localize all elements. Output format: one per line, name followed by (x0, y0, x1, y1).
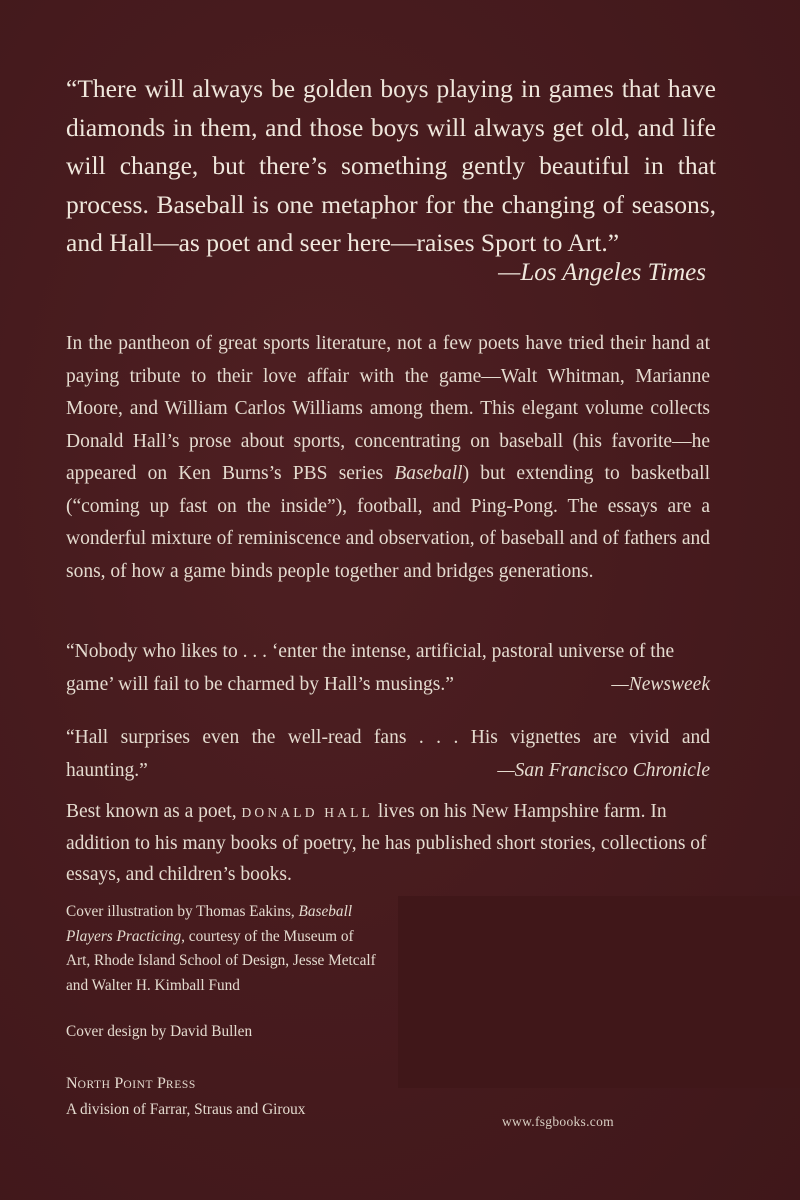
main-quote-attribution: —Los Angeles Times (498, 259, 706, 286)
publisher-initial: N (66, 1075, 78, 1092)
publisher-word: OINT (123, 1079, 154, 1091)
chronicle-quote-line1: “Hall surprises even the well-read fans . . . His vignettes are vivid and (66, 727, 710, 748)
chronicle-attribution: —San Francisco Chronicle (497, 759, 710, 781)
publisher-word: RESS (165, 1079, 196, 1091)
main-quote-text: “There will always be golden boys playing in games that have diamonds in them, and those boys will always get old, and life will change, but there’s something gently beautiful in that process. Baseball is one metaphor for the changing of seasons, and Hall—as poet and seer here—raises Sport to Art.” (66, 74, 716, 257)
main-review-quote (66, 70, 716, 263)
publisher-initial: P (114, 1075, 124, 1092)
author-bio (66, 796, 710, 890)
credit-text-rest: , courtesy of the Museum of Art, Rhode Island School of Design, Jesse Metcalf and Walter H. Kimball Fund (66, 927, 376, 994)
publisher-word: ORTH (77, 1079, 111, 1091)
newsweek-attribution: —Newsweek (611, 673, 710, 695)
book-description (66, 328, 710, 588)
credit-artwork-title: Baseball Players Practicing (66, 903, 353, 945)
publisher-name (66, 1072, 305, 1098)
publisher-initial: P (157, 1075, 166, 1092)
author-name: DONALD HALL (241, 805, 374, 820)
publisher-imprint (66, 1072, 305, 1122)
newsweek-quote-text: “Nobody who likes to . . . ‘enter the intense, artificial, pastoral universe of the game’ will fail to be charmed by Hall’s musings.” (66, 641, 675, 695)
description-italic-title: Baseball (394, 463, 463, 484)
cover-design-credit: Cover design by David Bullen (66, 1023, 253, 1040)
chronicle-quote-line2-row (66, 755, 710, 788)
chronicle-quote (66, 722, 710, 787)
cover-illustration-credit (66, 900, 376, 998)
bio-text-rest: lives on his New Hampshire farm. In addition to his many books of poetry, he has published short stories, collections of essays, and children’s books. (66, 801, 707, 885)
description-text-rest: ) but extending to basketball (“coming up fast on the inside”), football, and Ping-Pong. The essays are a wonderful mixture of reminiscence and observation, of baseball and of fathers and sons, of how a game binds people together and bridges generations. (66, 463, 710, 582)
bio-text: Best known as a poet, (66, 801, 242, 822)
description-text: In the pantheon of great sports literature, not a few poets have tried their hand at paying tribute to their love affair with the game—Walt Whitman, Marianne Moore, and William Carlos Williams among them. This elegant volume collects Donald Hall’s prose about sports, concentrating on baseball (his favorite—he appeared on Ken Burns’s PBS series (66, 333, 710, 484)
chronicle-quote-line2: haunting.” (66, 759, 148, 781)
credit-text: Cover illustration by Thomas Eakins, (66, 903, 299, 920)
publisher-division: A division of Farrar, Straus and Giroux (66, 1100, 306, 1118)
newsweek-quote (66, 636, 710, 701)
barcode-placeholder (398, 896, 800, 1088)
publisher-website[interactable]: www.fsgbooks.com (502, 1114, 614, 1129)
